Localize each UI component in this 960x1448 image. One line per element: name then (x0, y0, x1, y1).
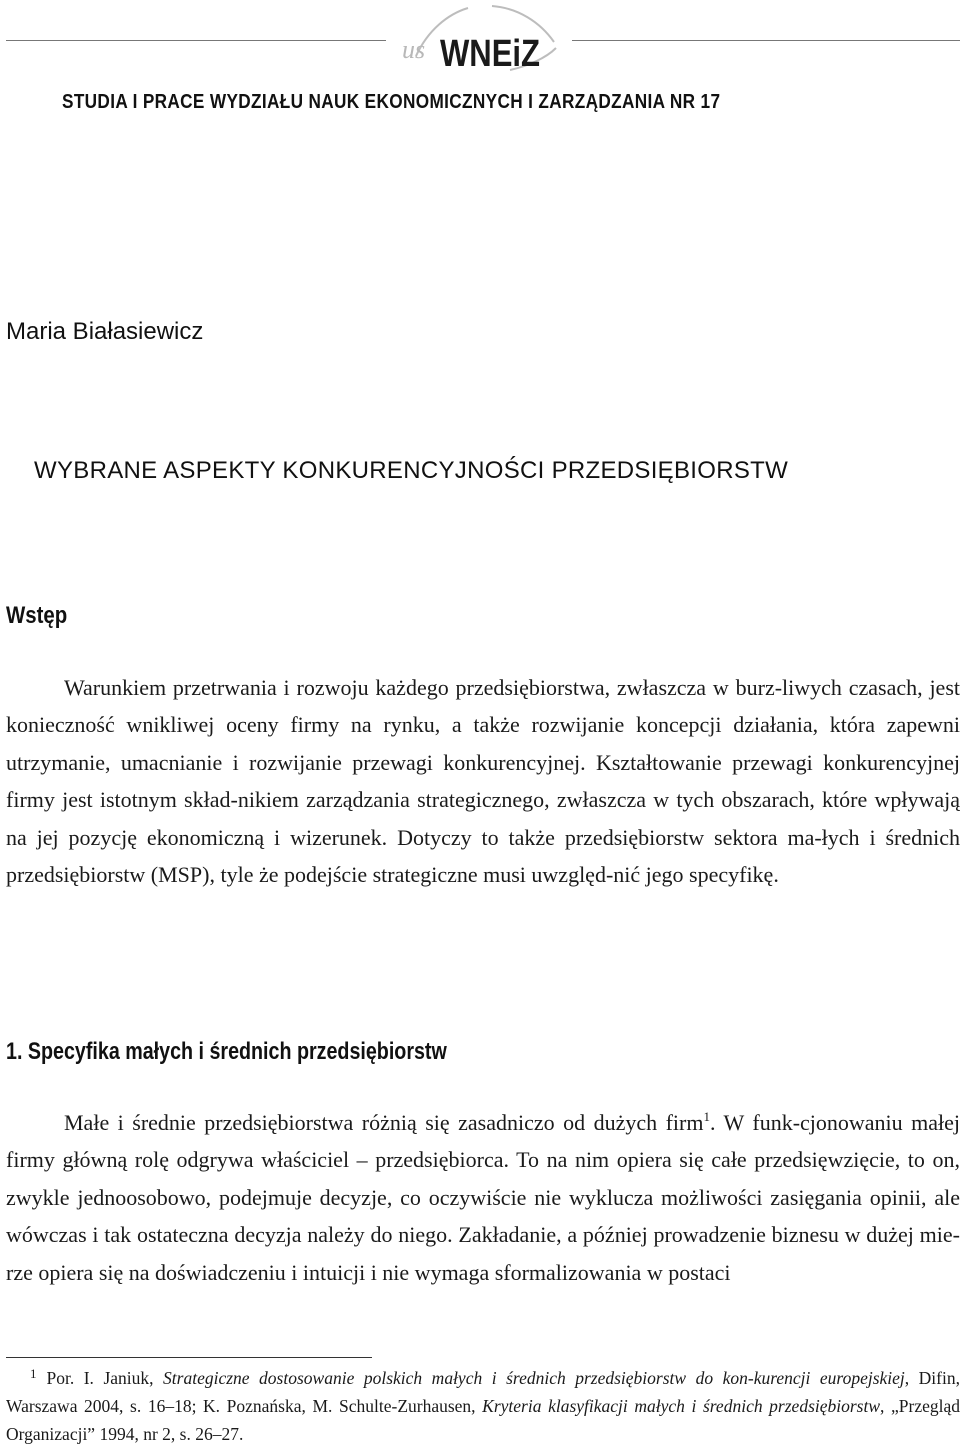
footnote-text-1: Por. I. Janiuk, (46, 1368, 164, 1388)
paragraph-text: Małe i średnie przedsiębiorstwa różnią się zasadniczo od dużych firm (64, 1110, 704, 1135)
svg-text:us: us (402, 35, 426, 64)
section-1-paragraph (6, 1104, 960, 1291)
footnote-number: 1 (30, 1366, 37, 1381)
footnote-reference[interactable]: 1 (703, 1109, 710, 1124)
author-name: Maria Białasiewicz (6, 318, 204, 345)
journal-series-title: STUDIA I PRACE WYDZIAŁU NAUK EKONOMICZNYCH I ZARZĄDZANIA NR 17 (62, 91, 721, 113)
footnote-1 (6, 1364, 960, 1448)
paragraph-text-continued: . W funk-cjonowaniu małej firmy główną rolę odgrywa właściciel – przedsiębiorca. To na nim opiera się całe przedsięwzięcie, to on, zwykle jednoosobowo, podejmuje decyzje, co oczywiście nie wyklucza możliwości zasięgania opinii, ale wówczas i tak ostateczna decyzja należy do niego. Zakładanie, a później prowadzenie biznesu w dużej mie-rze opiera się na doświadczeniu i intuicji i nie wymaga sformalizowania w postaci (6, 1110, 960, 1285)
footnote-text-2: , Difin, Warszawa 2004, s. 16–18; K. Poznańska, M. Schulte-Zurhausen, (6, 1368, 960, 1416)
intro-paragraph: Warunkiem przetrwania i rozwoju każdego przedsiębiorstwa, zwłaszcza w burz-liwych czasach, jest konieczność wnikliwej oceny firmy na rynku, a także rozwijanie koncepcji działania, która zapewni utrzymanie, umacnianie i rozwijanie przewagi konkurencyjnej. Kształtowanie przewagi konkurencyjnej firmy jest istotnym skład-nikiem zarządzania strategicznego, zwłaszcza w tych obszarach, które wpływają na jej pozycję ekonomiczną i wizerunek. Dotyczy to także przedsiębiorstw sektora ma-łych i średnich przedsiębiorstw (MSP), tyle że podejście strategiczne musi uwzględ-nić jego specyfikę. (6, 675, 960, 888)
footnote-cited-title-1: Strategiczne dostosowanie polskich małych i średnich przedsiębiorstw do kon-kurencji europejskiej (163, 1368, 905, 1388)
wneiz-logo (398, 0, 570, 78)
footnote-rule (6, 1357, 372, 1358)
header-rule-right (572, 40, 960, 41)
intro-heading: Wstęp (6, 602, 68, 629)
footnote-cited-title-2: Kryteria klasyfikacji małych i średnich przedsiębiorstw (482, 1396, 881, 1416)
footnote-text-3: , „Przegląd Organizacji” 1994, nr 2, s. 26–27. (6, 1396, 960, 1444)
section-1-heading: 1. Specyfika małych i średnich przedsiębiorstw (6, 1038, 447, 1065)
article-title: WYBRANE ASPEKTY KONKURENCYJNOŚCI PRZEDSIĘBIORSTW (34, 457, 789, 484)
header-rule-left (6, 40, 386, 41)
svg-text:WNEiZ: WNEiZ (440, 33, 540, 75)
